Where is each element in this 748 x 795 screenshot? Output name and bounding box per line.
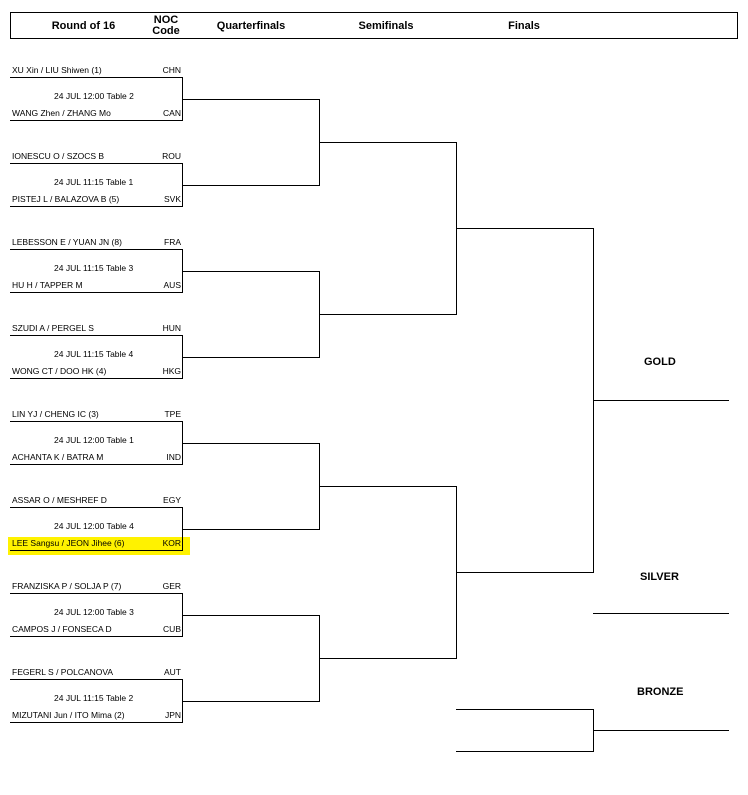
- team-name: XU Xin / LIU Shiwen (1): [12, 65, 102, 75]
- header-quarterfinals: Quarterfinals: [216, 20, 286, 32]
- team-name: ASSAR O / MESHREF D: [12, 495, 107, 505]
- gold-line: [593, 400, 729, 401]
- team-name: PISTEJ L / BALAZOVA B (5): [12, 194, 120, 204]
- noc-code: JPN: [164, 710, 181, 720]
- team-name: HU H / TAPPER M: [12, 280, 83, 290]
- team-name: ACHANTA K / BATRA M: [12, 452, 104, 462]
- silver-line: [593, 613, 729, 614]
- match-info: 24 JUL 11:15 Table 1: [54, 177, 134, 187]
- match-info: 24 JUL 11:15 Table 4: [54, 349, 134, 359]
- team-name: SZUDI A / PERGEL S: [12, 323, 94, 333]
- qf-line: [182, 529, 319, 530]
- entry-line: [10, 421, 182, 422]
- entry-line: [10, 593, 182, 594]
- match-info: 24 JUL 12:00 Table 3: [54, 607, 134, 617]
- sf-line: [319, 314, 456, 315]
- team-name: LEBESSON E / YUAN JN (8): [12, 237, 122, 247]
- qf-line: [182, 271, 319, 272]
- bronze-result-line: [593, 730, 729, 731]
- team-name: FRANZISKA P / SOLJA P (7): [12, 581, 122, 591]
- team-name: LEE Sangsu / JEON Jihee (6): [12, 538, 125, 548]
- noc-code: CHN: [162, 65, 181, 75]
- gold-label: GOLD: [644, 356, 676, 368]
- noc-code: EGY: [163, 495, 181, 505]
- entry-line: [10, 636, 182, 637]
- header-round-of-16: Round of 16: [51, 20, 116, 32]
- entry-line: [10, 77, 182, 78]
- entry-line: [10, 335, 182, 336]
- bracket-header: [10, 12, 738, 39]
- header-semifinals: Semifinals: [358, 20, 414, 32]
- noc-code: GER: [162, 581, 181, 591]
- entry-line: [10, 464, 182, 465]
- final-line: [456, 572, 593, 573]
- entry-line: [10, 163, 182, 164]
- noc-code: AUS: [163, 280, 181, 290]
- header-noc-line2: Code: [152, 25, 180, 37]
- match-info: 24 JUL 11:15 Table 2: [54, 693, 134, 703]
- qf-line: [182, 615, 319, 616]
- noc-code: SVK: [163, 194, 181, 204]
- bronze-label: BRONZE: [637, 686, 684, 698]
- final-line: [456, 228, 593, 229]
- noc-code: HUN: [162, 323, 181, 333]
- team-name: WANG Zhen / ZHANG Mo: [12, 108, 111, 118]
- header-finals: Finals: [508, 20, 540, 32]
- entry-line: [10, 550, 182, 551]
- header-noc-line1: NOC: [153, 14, 179, 26]
- match-info: 24 JUL 12:00 Table 2: [54, 91, 134, 101]
- silver-label: SILVER: [640, 571, 679, 583]
- noc-code: AUT: [164, 667, 181, 677]
- qf-line: [182, 99, 319, 100]
- entry-line: [10, 507, 182, 508]
- noc-code: FRA: [164, 237, 181, 247]
- bronze-line: [456, 709, 593, 710]
- entry-line: [10, 120, 182, 121]
- bronze-line: [456, 751, 593, 752]
- sf-line: [319, 486, 456, 487]
- noc-code: IND: [166, 452, 181, 462]
- team-name: WONG CT / DOO HK (4): [12, 366, 107, 376]
- noc-code: KOR: [162, 538, 181, 548]
- entry-line: [10, 722, 182, 723]
- sf-line: [319, 658, 456, 659]
- entry-line: [10, 206, 182, 207]
- entry-line: [10, 378, 182, 379]
- match-info: 24 JUL 12:00 Table 4: [54, 521, 134, 531]
- team-name: MIZUTANI Jun / ITO Mima (2): [12, 710, 125, 720]
- qf-line: [182, 185, 319, 186]
- entry-line: [10, 292, 182, 293]
- noc-code: CUB: [163, 624, 181, 634]
- entry-line: [10, 249, 182, 250]
- noc-code: ROU: [162, 151, 181, 161]
- noc-code: TPE: [164, 409, 181, 419]
- match-info: 24 JUL 11:15 Table 3: [54, 263, 134, 273]
- sf-line: [319, 142, 456, 143]
- noc-code: HKG: [162, 366, 181, 376]
- noc-code: CAN: [163, 108, 181, 118]
- qf-line: [182, 357, 319, 358]
- team-name: IONESCU O / SZOCS B: [12, 151, 105, 161]
- qf-line: [182, 443, 319, 444]
- header-noc-code: [141, 15, 191, 37]
- team-name: LIN YJ / CHENG IC (3): [12, 409, 99, 419]
- entry-line: [10, 679, 182, 680]
- qf-line: [182, 701, 319, 702]
- match-info: 24 JUL 12:00 Table 1: [54, 435, 134, 445]
- team-name: CAMPOS J / FONSECA D: [12, 624, 112, 634]
- team-name: FEGERL S / POLCANOVA: [12, 667, 114, 677]
